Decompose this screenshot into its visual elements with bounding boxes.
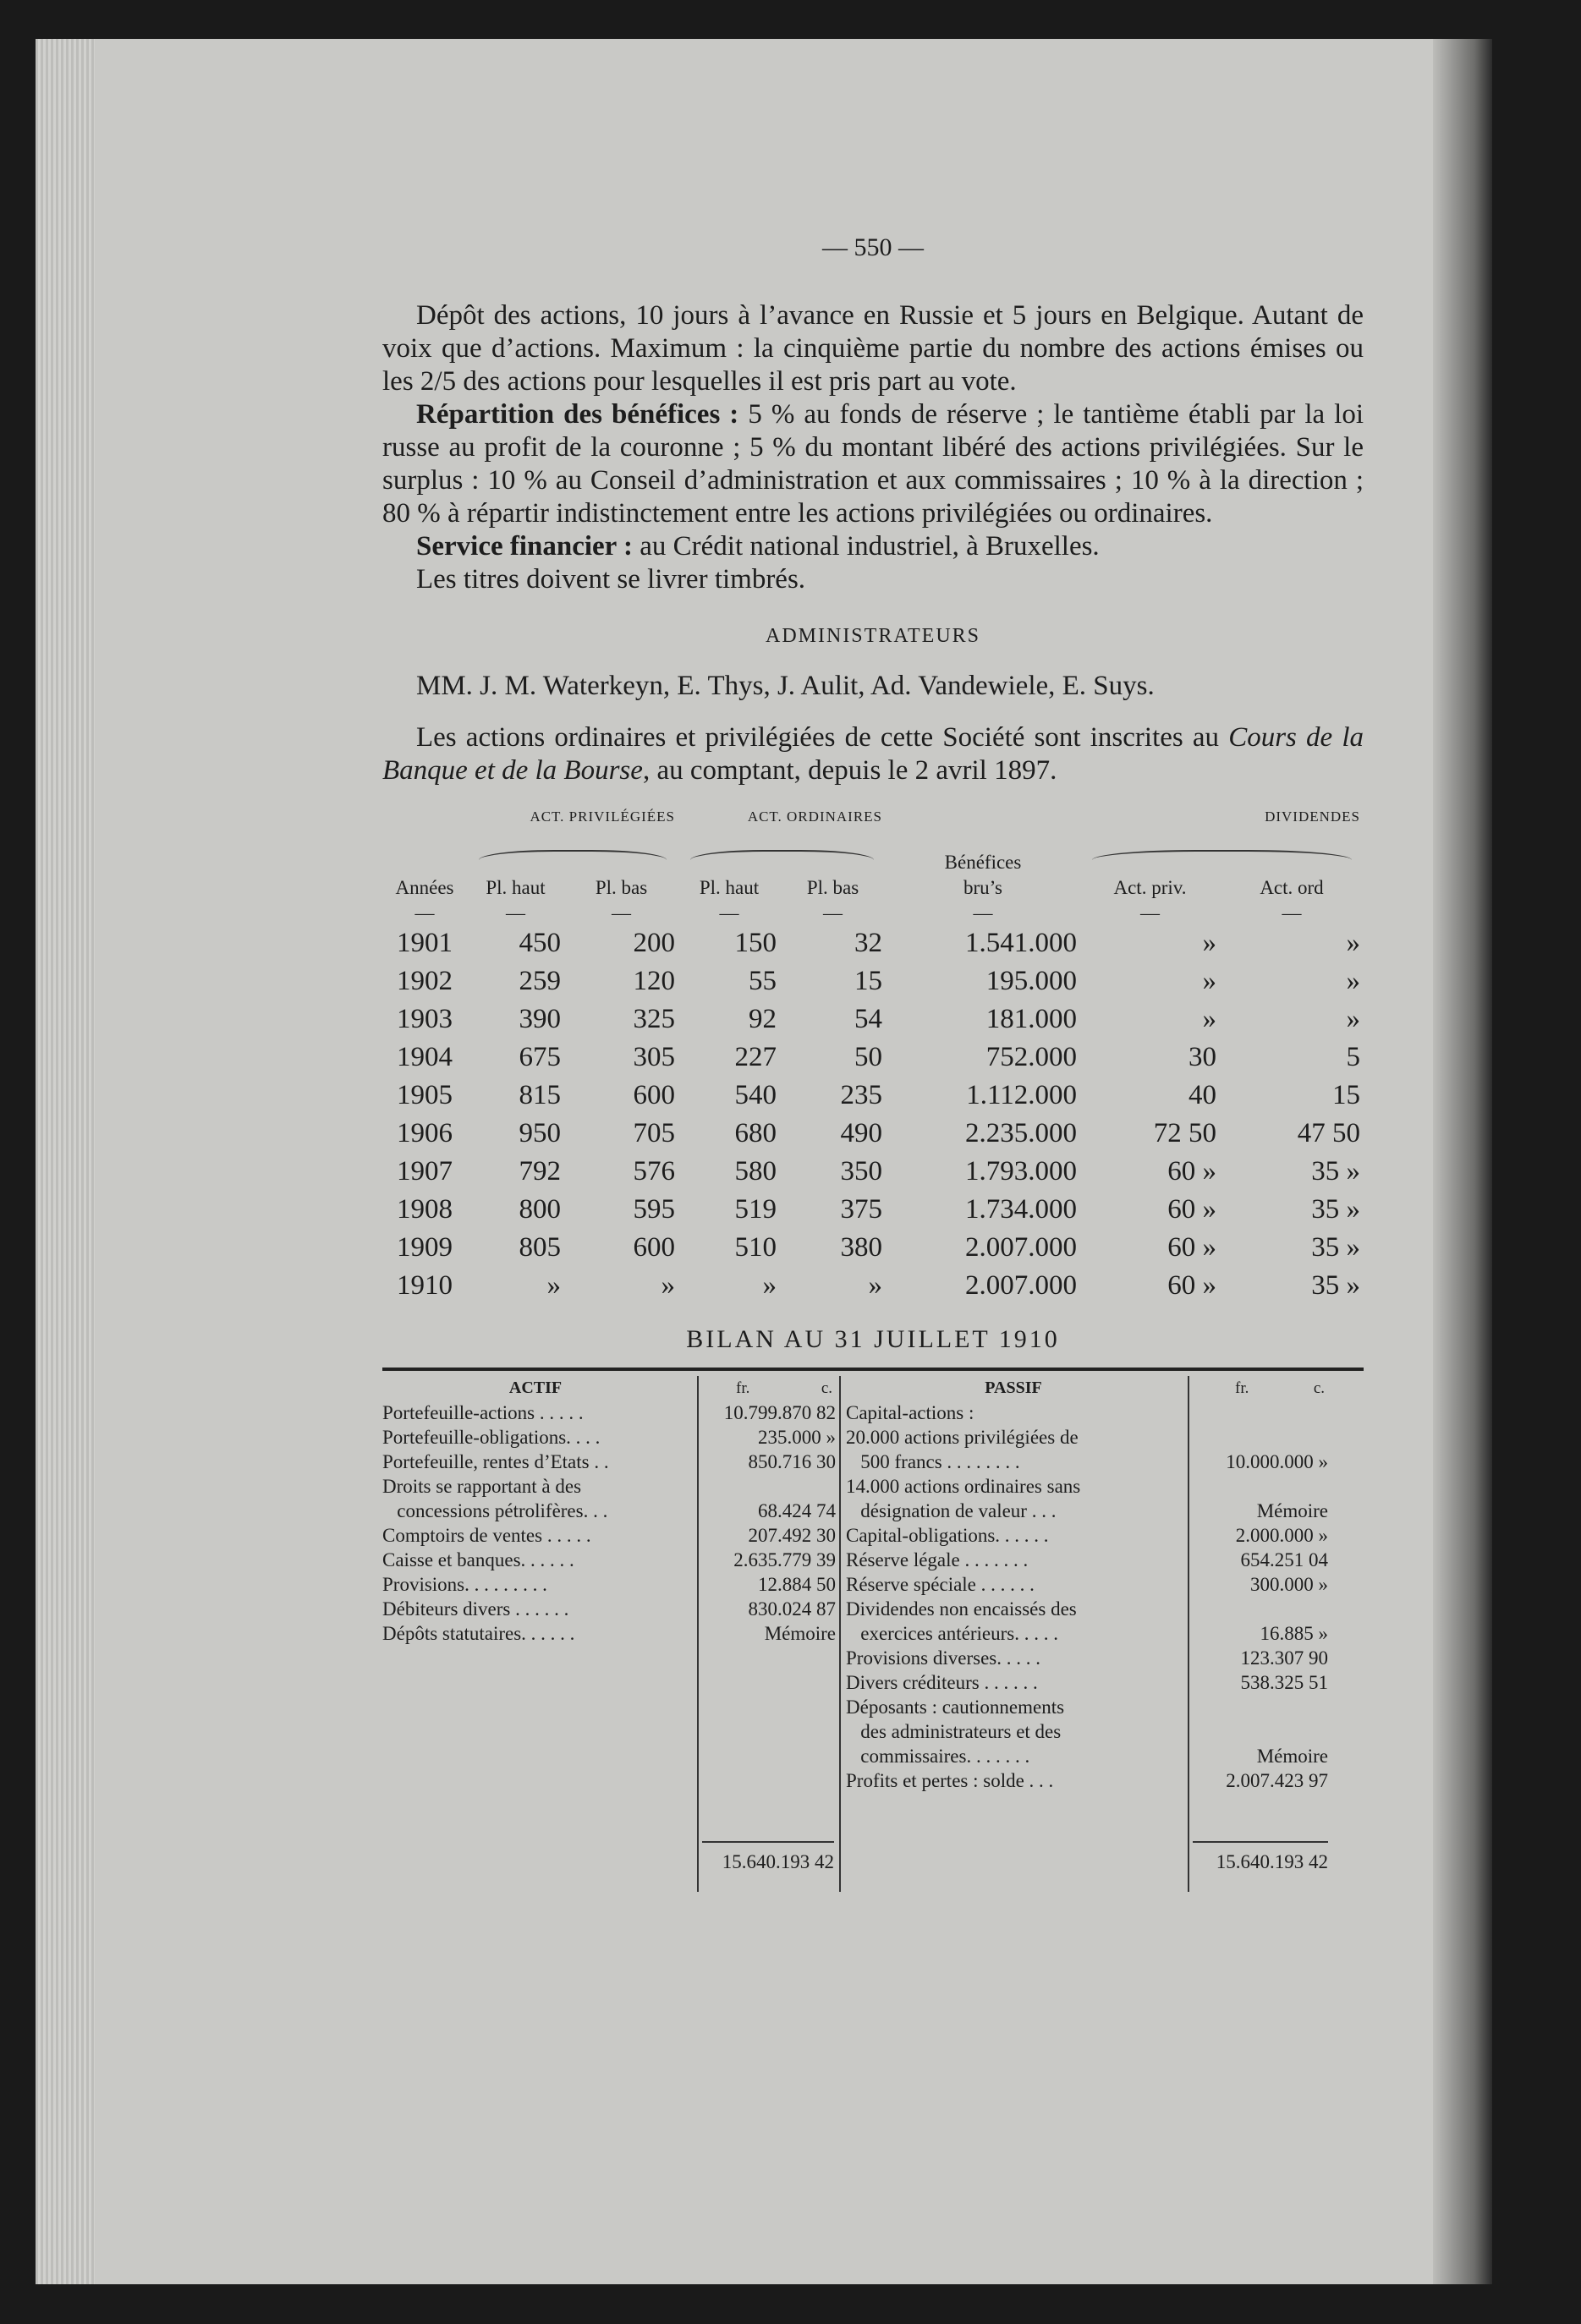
- page-content: [382, 233, 1364, 1900]
- table-cell: 150: [734, 928, 777, 958]
- actif-item-label: Droits se rapportant à des: [382, 1476, 582, 1497]
- table-cell: 350: [840, 1156, 882, 1187]
- table-cell: 35 »: [1311, 1156, 1360, 1187]
- table-cell: 1908: [397, 1194, 453, 1225]
- col-ord-bas: Pl. bas: [806, 877, 859, 898]
- table-cell: 390: [519, 1004, 561, 1034]
- table-cell: 47 50: [1297, 1118, 1360, 1148]
- bilan-rule: [382, 1368, 1364, 1371]
- passif-item-label: 20.000 actions privilégiées de: [846, 1427, 1079, 1448]
- brace-div: [1080, 836, 1364, 874]
- passif-item-amount: 538.325 51: [1240, 1672, 1328, 1693]
- table-cell: 35 »: [1311, 1270, 1360, 1301]
- table-cell: 1905: [397, 1080, 453, 1110]
- cote-before: Les actions ordinaires et privilégiées de cette Société sont inscrites au: [416, 722, 1229, 753]
- column-header-row: [382, 874, 1364, 902]
- table-cell: 792: [519, 1156, 561, 1187]
- table-cell: 15: [854, 966, 882, 996]
- table-cell: 950: [519, 1118, 561, 1148]
- actif-amounts: [702, 1376, 836, 1646]
- table-cell: 1909: [397, 1232, 453, 1263]
- group-div: DIVIDENDES: [1265, 808, 1360, 825]
- table-cell: 195.000: [985, 966, 1077, 996]
- table-cell: 35 »: [1311, 1232, 1360, 1263]
- cote-italic: Cours de la Banque et de la Bourse: [382, 722, 1364, 786]
- passif-item-amount: [1193, 1719, 1328, 1744]
- table-cell: »: [661, 1270, 675, 1301]
- table-cell: 200: [633, 928, 675, 958]
- passif-item-amount: [1193, 1425, 1328, 1450]
- table-cell: 60 »: [1167, 1156, 1216, 1187]
- table-cell: »: [1346, 928, 1360, 958]
- passif-item-label: Divers créditeurs . . . . . .: [846, 1672, 1038, 1693]
- paragraph-service: [382, 530, 1364, 563]
- divider-line: [839, 1376, 841, 1892]
- passif-header: PASSIF: [985, 1379, 1042, 1397]
- passif-item-label: exercices antérieurs. . . . .: [846, 1623, 1058, 1644]
- unit-fr: fr.: [736, 1379, 750, 1397]
- table-row: [382, 1267, 1364, 1305]
- table-cell: 595: [633, 1194, 675, 1225]
- table-row: [382, 1000, 1364, 1039]
- actif-item-amount: 235.000 »: [758, 1427, 836, 1448]
- table-cell: 519: [734, 1194, 777, 1225]
- actif-item-label: Dépôts statutaires. . . . . .: [382, 1623, 575, 1644]
- passif-total-rule: [1193, 1841, 1328, 1843]
- table-cell: »: [762, 1270, 777, 1301]
- benefices-top: Bénéfices: [944, 852, 1022, 873]
- passif-item-label: Capital-obligations. . . . . .: [846, 1525, 1049, 1546]
- paragraph-depot: [382, 299, 1364, 398]
- unit-c: c.: [1313, 1379, 1325, 1397]
- actif-item-label: Portefeuille, rentes d’Etats . .: [382, 1451, 609, 1472]
- passif-labels: [846, 1376, 1181, 1793]
- col-div-ord: Act. ord: [1260, 877, 1324, 898]
- col-ord-haut: Pl. haut: [699, 877, 760, 898]
- table-cell: 32: [854, 928, 882, 958]
- passif-item-amount: [1193, 1695, 1328, 1719]
- table-cell: 540: [734, 1080, 777, 1110]
- page-number: — 550 —: [822, 233, 924, 261]
- table-cell: 1910: [397, 1270, 453, 1301]
- table-cell: 181.000: [985, 1004, 1077, 1034]
- passif-item-amount: 2.007.423 97: [1226, 1770, 1328, 1791]
- table-cell: »: [1202, 928, 1216, 958]
- actif-item-amount: [702, 1474, 836, 1499]
- bilan-title: BILAN AU 31 JUILLET 1910: [686, 1325, 1060, 1353]
- passif-item-label: Profits et pertes : solde . . .: [846, 1770, 1054, 1791]
- passif-item-amount: Mémoire: [1256, 1746, 1328, 1767]
- actif-item-label: concessions pétrolifères. . .: [382, 1500, 608, 1521]
- book-page: [36, 39, 1492, 2284]
- table-cell: 752.000: [985, 1042, 1077, 1072]
- table-cell: 600: [633, 1232, 675, 1263]
- table-cell: 227: [734, 1042, 777, 1072]
- paragraph-titres: [382, 563, 1364, 596]
- admin-heading: ADMINISTRATEURS: [765, 625, 980, 647]
- paragraph-text: 5 % au fonds de réserve ; le tantième établi par la loi russe au profit de la couronne ; 5 % du montant libéré des actions privilégiées. Sur le surplus : 10 % au Conseil d’administration et aux commissaires ; 10 % à la direction ; 80 % à répartir indistinctement entre les actions privilégiées ou ordinaires.: [382, 399, 1364, 529]
- actif-item-amount: Mémoire: [764, 1623, 836, 1644]
- actif-item-amount: 68.424 74: [758, 1500, 836, 1521]
- table-cell: »: [1202, 1004, 1216, 1034]
- col-benefices: bru’s: [963, 877, 1002, 898]
- brace-ord: [678, 836, 886, 874]
- table-cell: 450: [519, 928, 561, 958]
- table-cell: 5: [1346, 1042, 1360, 1072]
- table-cell: 15: [1332, 1080, 1360, 1110]
- actif-item-label: Débiteurs divers . . . . . .: [382, 1598, 569, 1620]
- table-cell: 60 »: [1167, 1270, 1216, 1301]
- table-row: [382, 1191, 1364, 1229]
- passif-item-amount: [1193, 1597, 1328, 1621]
- table-cell: »: [546, 1270, 561, 1301]
- passif-item-amount: 2.000.000 »: [1235, 1525, 1328, 1546]
- paragraph-lead: Répartition des bénéfices :: [416, 399, 739, 430]
- table-cell: 120: [633, 966, 675, 996]
- actif-item-amount: 850.716 30: [748, 1451, 836, 1472]
- brace-priv: [467, 836, 678, 874]
- passif-item-amount: 123.307 90: [1240, 1647, 1328, 1669]
- dash-row: — — — — — — — —: [414, 902, 1302, 924]
- table-cell: 1907: [397, 1156, 453, 1187]
- table-cell: 1.541.000: [965, 928, 1077, 958]
- table-row: [382, 1077, 1364, 1115]
- table-row: [382, 1153, 1364, 1191]
- actif-item-amount: 207.492 30: [748, 1525, 836, 1546]
- actif-labels: [382, 1376, 689, 1646]
- passif-item-label: commissaires. . . . . . .: [846, 1746, 1030, 1767]
- table-cell: 675: [519, 1042, 561, 1072]
- paragraph-lead: Service financier :: [416, 531, 633, 562]
- passif-item-label: Réserve légale . . . . . . .: [846, 1549, 1029, 1570]
- table-cell: 30: [1188, 1042, 1216, 1072]
- table-cell: 325: [633, 1004, 675, 1034]
- brace-row: [382, 836, 1364, 874]
- col-priv-haut: Pl. haut: [486, 877, 546, 898]
- table-cell: 60 »: [1167, 1232, 1216, 1263]
- passif-item-label: 14.000 actions ordinaires sans: [846, 1476, 1081, 1497]
- table-cell: 1.112.000: [966, 1080, 1077, 1110]
- paragraph-repartition: [382, 398, 1364, 530]
- group-ord: ACT. ORDINAIRES: [747, 808, 882, 825]
- table-cell: »: [868, 1270, 882, 1301]
- table-cell: »: [1346, 1004, 1360, 1034]
- table-cell: 259: [519, 966, 561, 996]
- table-cell: 510: [734, 1232, 777, 1263]
- passif-item-label: Déposants : cautionnements: [846, 1696, 1065, 1718]
- group-priv: ACT. PRIVILÉGIÉES: [530, 808, 675, 825]
- passif-item-label: désignation de valeur . . .: [846, 1500, 1057, 1521]
- actif-item-label: Caisse et banques. . . . . .: [382, 1549, 574, 1570]
- paragraph-text: Les titres doivent se livrer timbrés.: [416, 564, 806, 595]
- passif-item-amount: 16.885 »: [1260, 1623, 1328, 1644]
- actif-header: ACTIF: [508, 1379, 563, 1397]
- cote-paragraph: [382, 721, 1364, 787]
- table-cell: »: [1202, 966, 1216, 996]
- passif-amounts: [1193, 1376, 1328, 1793]
- table-cell: 55: [749, 966, 777, 996]
- table-cell: 50: [854, 1042, 882, 1072]
- actif-item-amount: 12.884 50: [758, 1574, 836, 1595]
- table-cell: 35 »: [1311, 1194, 1360, 1225]
- col-priv-bas: Pl. bas: [595, 877, 648, 898]
- group-header-row: [382, 798, 1364, 836]
- table-cell: 375: [840, 1194, 882, 1225]
- table-cell: 576: [633, 1156, 675, 1187]
- actif-total-rule: [702, 1841, 834, 1843]
- table-cell: 1904: [397, 1042, 453, 1072]
- table-cell: 1903: [397, 1004, 453, 1034]
- table-cell: 1.734.000: [965, 1194, 1077, 1225]
- actif-total: 15.640.193 42: [722, 1851, 834, 1872]
- passif-item-label: Dividendes non encaissés des: [846, 1598, 1077, 1620]
- history-table: [382, 798, 1364, 1305]
- table-row: [382, 1039, 1364, 1077]
- table-cell: 580: [734, 1156, 777, 1187]
- table-cell: 1.793.000: [965, 1156, 1077, 1187]
- table-cell: 815: [519, 1080, 561, 1110]
- table-row: [382, 962, 1364, 1000]
- table-cell: 72 50: [1153, 1118, 1216, 1148]
- table-cell: 235: [840, 1080, 882, 1110]
- paragraph-text: Dépôt des actions, 10 jours à l’avance en Russie et 5 jours en Belgique. Autant de voix que d’actions. Maximum : la cinquième partie du nombre des actions émises ou les 2/5 des actions pour lesquelles il est pris part au vote.: [382, 300, 1364, 397]
- table-cell: 490: [840, 1118, 882, 1148]
- passif-item-amount: [1193, 1400, 1328, 1425]
- actif-item-amount: 10.799.870 82: [723, 1402, 836, 1423]
- actif-item-amount: 830.024 87: [748, 1598, 836, 1620]
- table-cell: 40: [1188, 1080, 1216, 1110]
- passif-item-label: des administrateurs et des: [846, 1721, 1062, 1742]
- table-cell: 305: [633, 1042, 675, 1072]
- table-cell: 1902: [397, 966, 453, 996]
- passif-item-amount: [1193, 1474, 1328, 1499]
- table-cell: 800: [519, 1194, 561, 1225]
- table-cell: 680: [734, 1118, 777, 1148]
- actif-item-amount: 2.635.779 39: [733, 1549, 836, 1570]
- actif-item-label: Portefeuille-actions . . . . .: [382, 1402, 584, 1423]
- passif-item-amount: Mémoire: [1256, 1500, 1328, 1521]
- col-annees: Années: [395, 877, 454, 898]
- admin-list: MM. J. M. Waterkeyn, E. Thys, J. Aulit, Ad. Vandewiele, E. Suys.: [416, 671, 1155, 701]
- unit-fr: fr.: [1235, 1379, 1249, 1397]
- table-cell: 2.007.000: [965, 1270, 1077, 1301]
- actif-item-label: Provisions. . . . . . . . .: [382, 1574, 547, 1595]
- table-cell: 805: [519, 1232, 561, 1263]
- col-div-priv: Act. priv.: [1113, 877, 1187, 898]
- history-body: [382, 924, 1364, 1305]
- table-cell: 54: [854, 1004, 882, 1034]
- table-cell: 705: [633, 1118, 675, 1148]
- passif-item-label: 500 francs . . . . . . . .: [846, 1451, 1020, 1472]
- passif-item-amount: 300.000 »: [1250, 1574, 1328, 1595]
- passif-item-amount: 654.251 04: [1240, 1549, 1328, 1570]
- table-cell: 600: [633, 1080, 675, 1110]
- actif-item-label: Portefeuille-obligations. . . .: [382, 1427, 601, 1448]
- table-cell: 2.007.000: [965, 1232, 1077, 1263]
- table-row: [382, 1229, 1364, 1267]
- table-cell: 1901: [397, 928, 453, 958]
- divider-line: [697, 1376, 699, 1892]
- passif-item-label: Réserve spéciale . . . . . .: [846, 1574, 1035, 1595]
- passif-total: 15.640.193 42: [1216, 1851, 1328, 1872]
- book-gutter: [1433, 39, 1492, 2284]
- table-cell: 1906: [397, 1118, 453, 1148]
- table-cell: 92: [749, 1004, 777, 1034]
- paragraph-text: au Crédit national industriel, à Bruxelles.: [632, 531, 1100, 562]
- passif-item-amount: 10.000.000 »: [1226, 1451, 1328, 1472]
- table-cell: 60 »: [1167, 1194, 1216, 1225]
- page-edge: [36, 39, 95, 2284]
- table-cell: 380: [840, 1232, 882, 1263]
- divider-line: [1188, 1376, 1189, 1892]
- passif-item-label: Provisions diverses. . . . .: [846, 1647, 1040, 1669]
- table-cell: »: [1346, 966, 1360, 996]
- table-row: [382, 1115, 1364, 1153]
- table-row: [382, 924, 1364, 962]
- cote-after: , au comptant, depuis le 2 avril 1897.: [642, 755, 1057, 786]
- unit-c: c.: [821, 1379, 832, 1397]
- bilan-table: [382, 1376, 1364, 1900]
- passif-item-label: Capital-actions :: [846, 1402, 974, 1423]
- actif-item-label: Comptoirs de ventes . . . . .: [382, 1525, 591, 1546]
- table-cell: 2.235.000: [965, 1118, 1077, 1148]
